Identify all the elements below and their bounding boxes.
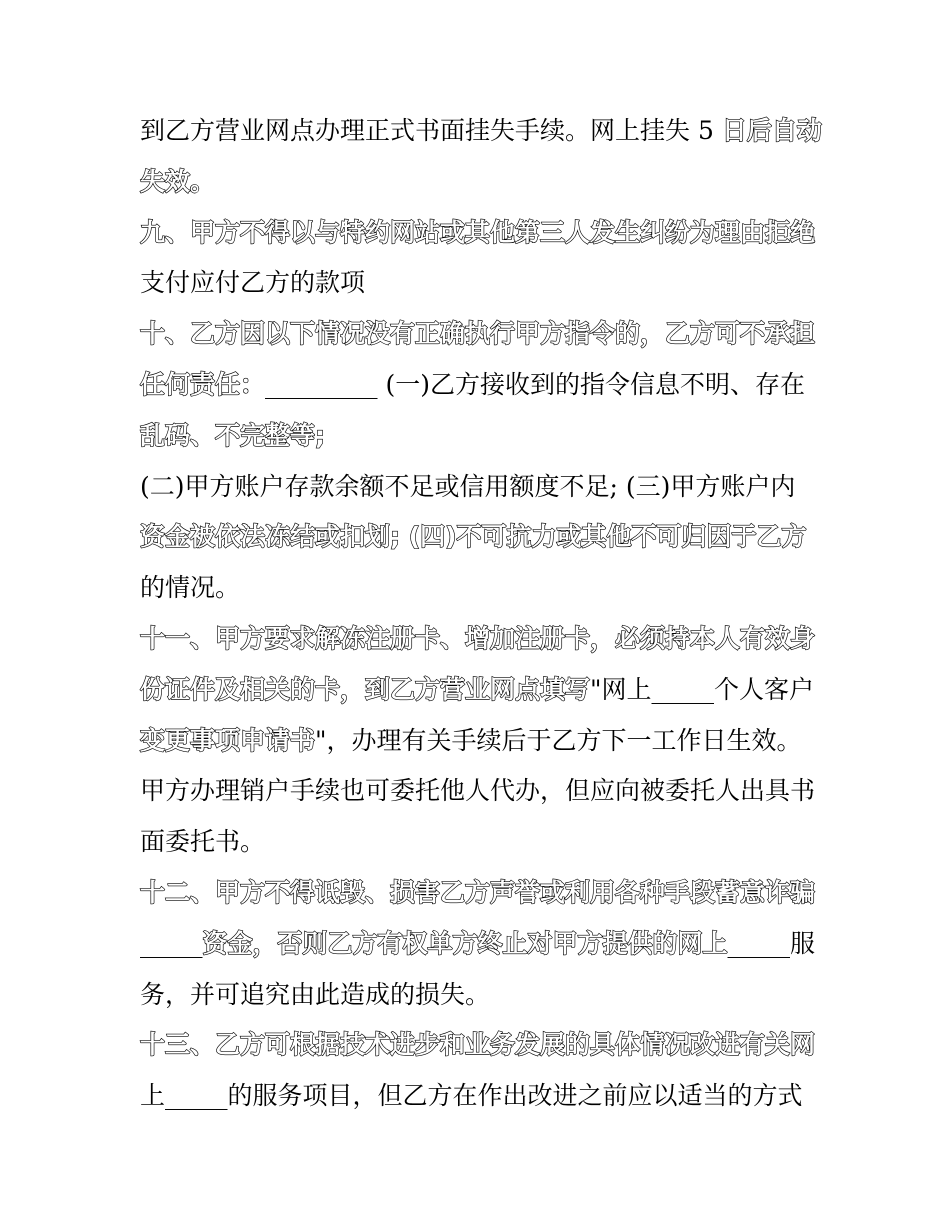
text-segment: _____	[140, 928, 203, 958]
text-segment: (二)甲方账户存款余额不足或信用额度不足; (三)甲方账户内	[140, 471, 796, 501]
text-segment: _____服	[727, 928, 816, 958]
text-line	[140, 258, 820, 309]
outlined-text-segment: 日后自动	[721, 116, 822, 145]
text-line	[140, 360, 820, 411]
text-segment: "网上_____个人客户	[590, 674, 815, 704]
outlined-text-segment: 十三、乙方可根据技术进步和业务发展的具体情况改进有关网	[140, 1030, 816, 1060]
text-line	[140, 1020, 820, 1071]
text-line	[140, 208, 820, 259]
text-segment: _________ (一)乙方接收到的指令信息不明、存在	[265, 369, 805, 399]
outlined-text-segment: 资金被依法冻结或扣划; (四)不可抗力或其他不可归因于乙方	[140, 522, 807, 552]
text-line	[140, 411, 820, 462]
text-line	[140, 157, 820, 208]
text-line	[140, 868, 820, 919]
outlined-text-segment: 十二、甲方不得诋毁、损害乙方声誉或利用各种手段蓄意诈骗	[140, 877, 816, 907]
outlined-text-segment: 九、甲方不得以与特约网站或其他第三人发生纠纷为理由拒绝	[140, 217, 816, 247]
outlined-text-segment: 任何责任：	[140, 369, 266, 399]
outlined-text-segment: 资金，否则乙方有权单方终止对甲方提供的网上	[202, 928, 728, 958]
outlined-text-segment: 份证件及相关的卡，到乙方营业网点填写	[140, 674, 591, 704]
text-segment: "，办理有关手续后于乙方下一工作日生效。	[315, 725, 802, 755]
outlined-text-segment: 失效。	[140, 166, 216, 196]
text-line	[140, 919, 820, 970]
text-line	[140, 563, 820, 614]
text-line	[140, 1071, 820, 1122]
text-line	[140, 766, 820, 817]
outlined-text-segment: 十、乙方因以下情况没有正确执行甲方指令的，乙方可不承担	[140, 319, 816, 349]
text-segment: 的情况。	[140, 573, 241, 603]
outlined-text-segment: 变更事项申请书	[140, 725, 316, 755]
text-segment: 务，并可追究由此造成的损失。	[140, 979, 491, 1009]
text-line	[140, 512, 820, 563]
text-segment: 面委托书。	[140, 827, 266, 857]
text-line	[140, 309, 820, 360]
outlined-text-segment: 十一、甲方要求解冻注册卡、增加注册卡，必须持本人有效身	[140, 623, 816, 653]
text-line	[140, 462, 820, 513]
text-line	[140, 614, 820, 665]
text-line	[140, 106, 820, 157]
text-line	[140, 716, 820, 767]
text-segment: 支付应付乙方的款项	[140, 268, 366, 298]
outlined-text-segment: 乱码、不完整等;	[140, 420, 325, 450]
text-line	[140, 665, 820, 716]
text-line	[140, 970, 820, 1021]
text-line	[140, 817, 820, 868]
text-segment: 甲方办理销户手续也可委托他人代办，但应向被委托人出具书	[140, 776, 816, 806]
text-segment: 到乙方营业网点办理正式书面挂失手续。网上挂失 5	[140, 116, 722, 145]
document-body	[140, 106, 820, 1122]
text-segment: 上_____的服务项目，但乙方在作出改进之前应以适当的方式	[140, 1081, 803, 1111]
